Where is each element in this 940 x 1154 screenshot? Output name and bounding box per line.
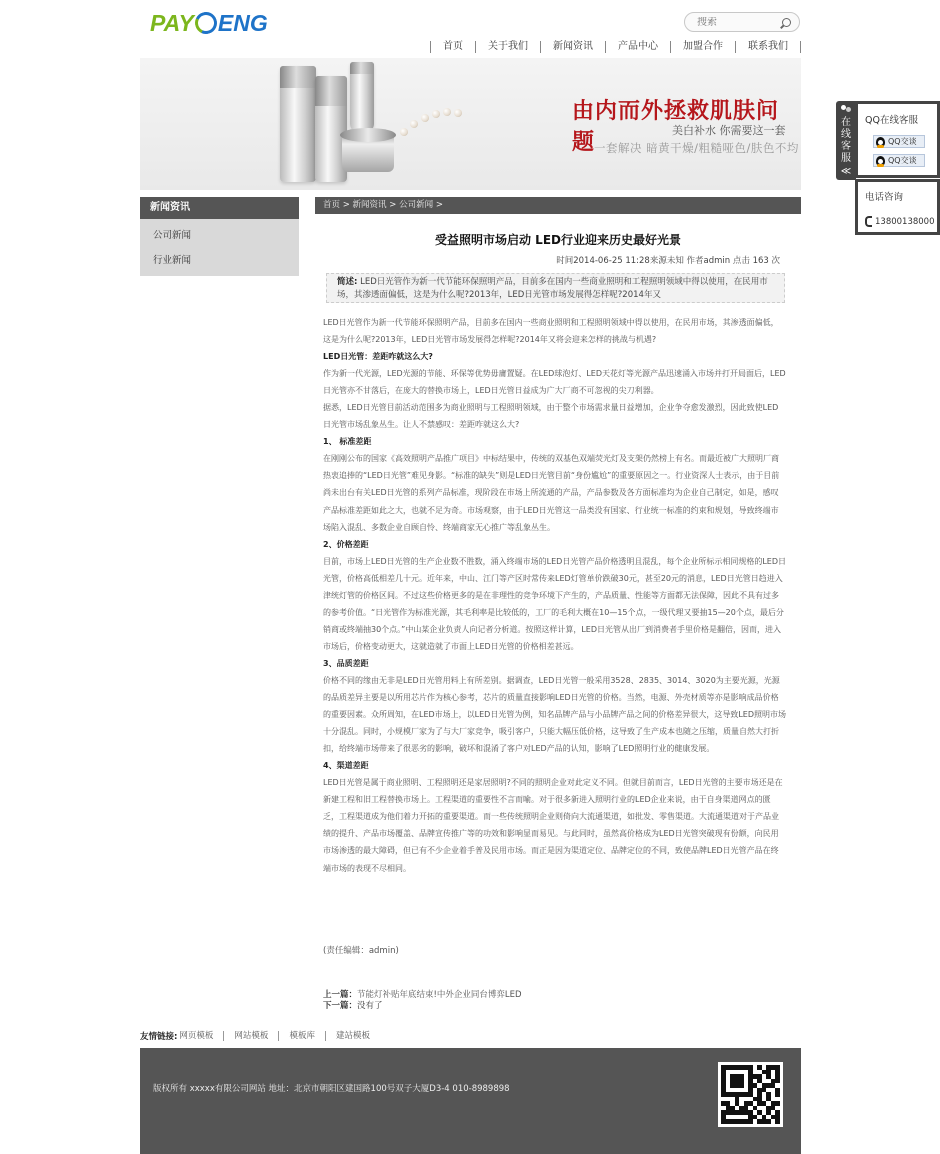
nav-item-about[interactable]: 关于我们: [476, 41, 541, 53]
nav-item-home[interactable]: 首页: [431, 41, 476, 53]
friend-links: [140, 1030, 380, 1042]
friend-link[interactable]: 网页模板: [179, 1031, 214, 1041]
phone-number[interactable]: 13800138000: [875, 216, 935, 227]
breadcrumb-separator: >: [435, 200, 443, 210]
sidebar-item-company-news[interactable]: 公司新闻: [153, 230, 192, 241]
breadcrumb-separator: >: [389, 200, 397, 210]
article-summary: [326, 273, 785, 303]
qq-penguin-icon: [876, 156, 885, 166]
nav-item-news[interactable]: 新闻资讯: [541, 41, 606, 53]
article-pagination: [323, 990, 522, 1012]
qq-chat-label: QQ交谈: [888, 137, 917, 146]
site-footer: [140, 1048, 801, 1154]
logo-swoosh-icon: [192, 9, 220, 37]
nav-item-contact[interactable]: 联系我们: [736, 41, 801, 53]
qq-chat-button[interactable]: [873, 135, 925, 148]
friend-link[interactable]: 建站模板: [325, 1031, 380, 1041]
article-subheading: LED日光管：差距咋就这么大?: [323, 352, 433, 362]
breadcrumb-item-company-news[interactable]: 公司新闻: [399, 200, 434, 210]
prev-article-link[interactable]: 节能灯补贴年底结束!中外企业同台博弈LED: [357, 990, 522, 1000]
article-body: [323, 314, 786, 877]
product-bottle-image: [280, 66, 316, 182]
phone-service-box: [855, 179, 940, 235]
logo-text-right: ENG: [217, 9, 268, 36]
sidebar-item-industry-news[interactable]: 行业新闻: [153, 255, 192, 266]
qr-code-image: [718, 1062, 783, 1127]
article-meta: 时间2014-06-25 11:28来源未知 作者admin 点击 163 次: [556, 256, 780, 266]
article-subheading: 3、品质差距: [323, 658, 369, 668]
search-input[interactable]: [697, 17, 781, 28]
nav-item-join[interactable]: 加盟合作: [671, 41, 736, 53]
article-paragraph: LED日光管作为新一代节能环保照明产品，目前多在国内一些商业照明和工程照明领域中得以使用，在民用市场，其渗透面偏低，这是为什么呢?2013年，LED日光管市场发展得怎样呢?2014年又将会迎来怎样的挑战与机遇?: [323, 318, 779, 345]
collapse-icon[interactable]: ≪: [840, 166, 852, 177]
breadcrumb: [315, 197, 801, 214]
service-tab-label: 在 线 客 服: [841, 117, 851, 164]
phone-service-title: 电话咨询: [865, 192, 904, 203]
users-icon: [840, 105, 852, 114]
product-bottle-image: [350, 62, 374, 132]
breadcrumb-item-news[interactable]: 新闻资讯: [352, 200, 387, 210]
hero-banner[interactable]: [140, 58, 801, 190]
friend-link[interactable]: 网站模板: [223, 1031, 278, 1041]
footer-copyright: 版权所有 xxxxx有限公司网站 地址：北京市朝阳区建国路100号双子大厦D3-4 010-8989898: [153, 1084, 510, 1094]
article-editor: (责任编辑：admin): [323, 946, 399, 956]
friend-links-label: 友情链接:: [140, 1032, 178, 1042]
product-jar-image: [342, 132, 394, 172]
summary-label: 简述:: [337, 277, 358, 287]
search-box: [684, 12, 800, 32]
article-title: 受益照明市场启动 LED行业迎来历史最好光景: [435, 233, 681, 247]
search-icon[interactable]: [782, 18, 791, 27]
nav-item-products[interactable]: 产品中心: [606, 41, 671, 53]
qq-chat-label: QQ交谈: [888, 156, 917, 165]
phone-icon: [865, 216, 872, 227]
logo-text-left: PAY: [150, 9, 194, 36]
qq-penguin-icon: [876, 137, 885, 147]
qq-chat-button[interactable]: [873, 154, 925, 167]
article-paragraph: 作为新一代光源，LED光源的节能、环保等优势毋庸置疑。在LED球泡灯、LED天花灯等光源产品迅速涌入市场并打开局面后，LED日光管亦不甘落后，在庞大的替换市场上，LED日光管日益成为广大厂商不可忽视的尖刀利器。: [323, 369, 786, 396]
prev-label: 上一篇：: [323, 990, 358, 1000]
friend-link[interactable]: 模板库: [278, 1031, 325, 1041]
qq-service-title: QQ在线客服: [865, 115, 918, 126]
sidebar-menu: [140, 219, 299, 276]
breadcrumb-separator: >: [342, 200, 350, 210]
banner-headline: 由内而外拯救肌肤问题: [572, 98, 780, 155]
qq-service-box: [855, 101, 940, 178]
article-paragraph: 目前，市场上LED日光管的生产企业数不胜数，涌入终端市场的LED日光管产品价格透明且混乱，每个企业所标示相同规格的LED日光管，价格高低相差几十元。近年来，中山、江门等产区时常传来LED灯管单价跌破30元，甚至20元的消息，LED日光管日趋进入津统灯管的价格区间。不过这些价格更多的是在非理性的竞争环境下产生的，产品质量、性能等方面都无法保障，因此不具有过多的参考价值。“日光管作为标准光源，其毛利率是比较低的，工厂的毛利大概在10—15个点，一级代理又要抽15—20个点，最后分销商或终端抽30个点。”中山某企业负责人向记者分析道。按照这样计算，LED日光管从出厂到消费者手里价格是翻倍，因而，进入市场后，价格变动更大，这就造就了市面上LED日光管的价格相差甚远。: [323, 556, 787, 651]
article-paragraph: LED日光管是属于商业照明、工程照明还是家居照明?不同的照明企业对此定义不同。但就目前而言，LED日光管的主要市场还是在新建工程和旧工程替换市场上。工程渠道的重要性不言而喻。对于很多新进入照明行业的LED企业来说，由于自身渠道网点的匮乏，工程渠道成为他们着力开拓的重要渠道。而一些传统照明企业则倚向大流通渠道，如批发、零售渠道。大流通渠道对于产品业绩的提升、产品市场覆盖、品牌宣传推广等的功效和影响显而易见。与此同时，虽然高价格成为LED日光管突破现有份额，向民用市场渗透的最大障碍，但已有不少企业着手普及民用市场。而正是因为渠道定位、品牌定位的不同，致使品牌LED日光管产品在终端市场的表现不尽相同。: [323, 778, 783, 873]
main-nav: [430, 40, 801, 54]
site-logo[interactable]: [150, 8, 268, 38]
banner-tagline: 一套解决 暗黄干燥/粗糙哑色/肤色不均: [594, 141, 799, 155]
article-paragraph: 价格不同的缘由无非是LED日光管用料上有所差别。据调查，LED日光管一般采用3528、2835、3014、3020为主要光源，光源的品质差异主要是以所用芯片作为核心参考，芯片的质量直接影响LED日光管的价格。当然，电源、外壳材质等亦是影响成品价格的重要因素。众所周知，在LED市场上，以LED日光管为例，知名品牌产品与小品牌产品之间的价格差异很大，这导致LED照明市场十分混乱。同时，小规模厂家为了与大厂家竞争，吸引客户，只能大幅压低价格，这导致了生产成本也随之压缩，质量自然大打折扣，给终端市场带来了很恶劣的影响，破坏和混淆了客户对LED产品的认知，影响了LED照明行业的健康发展。: [323, 675, 787, 754]
next-article-text: 没有了: [357, 1001, 383, 1011]
article-paragraph: 在刚刚公布的国家《高效照明产品推广项目》中标结果中，传统的双基色双端荧光灯及支架仍然榜上有名。而最近被广大照明厂商热衷追捧的“LED日光管”难见身影。“标准的缺失”则是LED日光管目前“身份尴尬”的重要原因之一。行业资深人士表示，由于目前尚未出台有关LED日光管的系列产品标准，现阶段在市场上所流通的产品，产品参数及各方面标准均为企业自己制定，如是，感叹产品标准差距如此之大，也就不足为奇。市场观察，由于LED日光管这一品类没有国家、行业统一标准的约束和规划，导致终端市场陷入混乱、多数企业自顾自怜、终端商家无心推广等乱象丛生。: [323, 454, 780, 532]
article-subheading: 1、 标准差距: [323, 437, 372, 447]
article-paragraph: 据悉，LED日光管目前活动范围多为商业照明与工程照明领域，由于整个市场需求量日益增加，企业争夺愈发激烈，因此致使LED日光管市场乱象丛生。让人不禁感叹：差距咋就这么大?: [323, 403, 779, 430]
phone-number-row: [865, 216, 937, 227]
breadcrumb-item-home[interactable]: 首页: [323, 200, 341, 210]
summary-text: LED日光管作为新一代节能环保照明产品，目前多在国内一些商业照明和工程照明领域中得以使用，在民用市场，其渗透面偏低，这是为什么呢?2013年，LED日光管市场发展得怎样呢?2014年又: [337, 277, 768, 300]
article-subheading: 4、渠道差距: [323, 761, 369, 771]
next-label: 下一篇：: [323, 1001, 358, 1011]
article-subheading: 2、价格差距: [323, 539, 369, 549]
service-tab[interactable]: [836, 101, 856, 180]
sidebar-title: 新闻资讯: [140, 197, 299, 219]
banner-subline: 美白补水 你需要这一套: [672, 124, 786, 137]
